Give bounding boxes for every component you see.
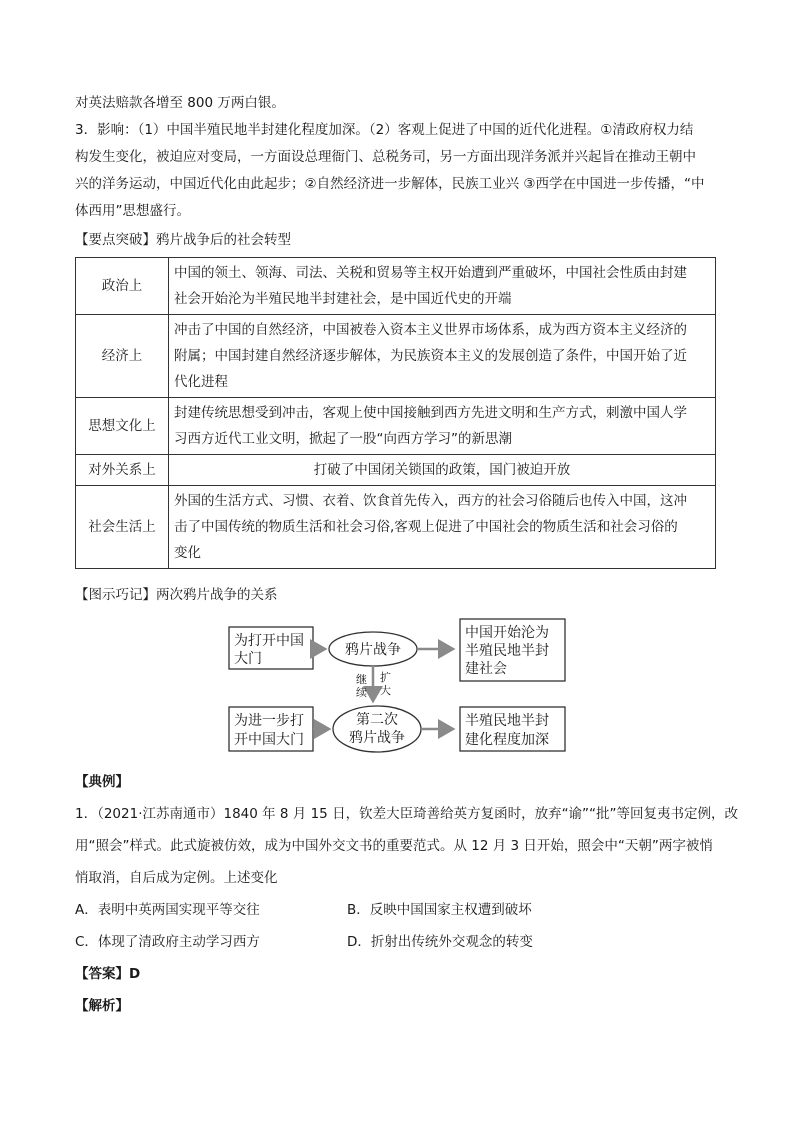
row-text-line: 代化进程 [174,374,228,390]
opium-war-relation-diagram [225,615,575,755]
row-text-line: 习西方近代工业文明，掀起了一股“向西方学习”的新思潮 [174,431,512,447]
bottom-left-text-1: 为进一步打 [234,713,304,729]
question-line-3: 悄取消，自后成为定例。上述变化 [75,870,278,886]
row-label: 经济上 [76,315,169,398]
option-b: B．反映中国国家主权遭到破坏 [347,902,532,918]
bottom-center-text-1: 第二次 [356,712,398,728]
diagram-heading: 【图示巧记】两次鸦片战争的关系 [75,587,278,603]
intro-line-2: 构发生变化，被迫应对变局，一方面设总理衙门、总税务司，另一方面出现洋务派并兴起旨在推动王朝中 [75,149,696,165]
question-line-2: 用“照会”样式。此式旋被仿效，成为中国外交文书的重要范式。从 12 月 3 日开始，照会中“天朝”两字被悄 [75,838,713,854]
bottom-right-text-1: 半殖民地半封 [465,713,549,729]
top-center-text: 鸦片战争 [345,642,401,658]
row-text-line: 冲击了中国的自然经济，中国被卷入资本主义世界市场体系，成为西方资本主义经济的 [174,322,687,338]
key-points-heading: 【要点突破】鸦片战争后的社会转型 [75,232,291,248]
row-text-line: 社会开始沦为半殖民地半封建社会，是中国近代史的开端 [174,291,512,307]
row-content [169,455,716,486]
continue-label-2: 续 [356,686,367,699]
row-label: 对外关系上 [76,455,169,486]
option-c: C．体现了清政府主动学习西方 [75,934,260,950]
table-row [76,486,716,569]
analysis-heading: 【解析】 [75,998,129,1014]
continue-label-1: 继 [356,673,367,686]
bottom-left-text-2: 开中国大门 [234,732,304,748]
bottom-center-text-2: 鸦片战争 [349,730,405,746]
option-a: A．表明中英两国实现平等交往 [75,902,260,918]
table-row [76,398,716,455]
top-right-text-1: 中国开始沦为 [465,625,549,641]
top-right-text-2: 半殖民地半封 [465,643,549,659]
row-content [169,258,716,315]
top-left-text-1: 为打开中国 [234,633,304,649]
row-text-line: 变化 [174,545,201,561]
row-text-line: 封建传统思想受到冲击，客观上使中国接触到西方先进文明和生产方式，刺激中国人学 [174,405,687,421]
option-d: D．折射出传统外交观念的转变 [347,934,533,950]
row-label: 思想文化上 [76,398,169,455]
example-heading: 【典例】 [75,774,129,790]
row-label: 社会生活上 [76,486,169,569]
answer: 【答案】D [75,966,141,982]
row-text-line: 中国的领土、领海、司法、关税和贸易等主权开始遭到严重破坏，中国社会性质由封建 [174,265,687,281]
row-label: 政治上 [76,258,169,315]
bottom-right-text-2: 建化程度加深 [465,732,549,748]
table-row [76,455,716,486]
intro-line-0: 对英法赔款各增至 800 万两白银。 [75,95,285,111]
intro-line-1: 3．影响：（1）中国半殖民地半封建化程度加深。（2）客观上促进了中国的近代化进程。①清政府权力结 [75,122,694,138]
row-text-line: 击了中国传统的物质生活和社会习俗,客观上促进了中国社会的物质生活和社会习俗的 [174,519,678,535]
table-row [76,258,716,315]
top-right-text-3: 建社会 [465,661,507,677]
expand-label-2: 大 [380,684,391,697]
row-content [169,398,716,455]
intro-line-3: 兴的洋务运动，中国近代化由此起步；②自然经济进一步解体，民族工业兴 ③西学在中国进一步传播，“中 [75,176,705,192]
key-points-table [75,257,716,569]
row-text-line: 外国的生活方式、习惯、衣着、饮食首先传入，西方的社会习俗随后也传入中国，这冲 [174,493,687,509]
intro-line-4: 体西用”思想盛行。 [75,203,190,219]
row-text-line: 打破了中国闭关锁国的政策，国门被迫开放 [313,462,571,478]
row-content [169,486,716,569]
expand-label-1: 扩 [380,671,391,684]
row-content [169,315,716,398]
table-row [76,315,716,398]
question-line-1: 1．（2021·江苏南通市）1840 年 8 月 15 日，钦差大臣琦善给英方复函时，放弃“谕”“批”等回复夷书定例，改 [75,806,739,822]
row-text-line: 附属；中国封建自然经济逐步解体，为民族资本主义的发展创造了条件，中国开始了近 [174,348,687,364]
top-left-text-2: 大门 [234,651,262,667]
